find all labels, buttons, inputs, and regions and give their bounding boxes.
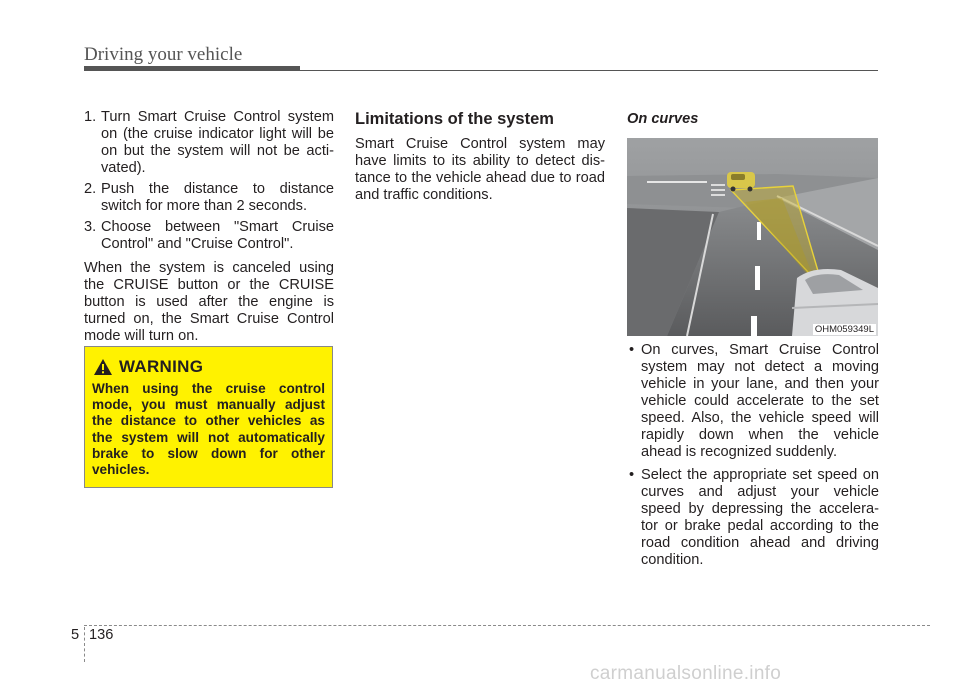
bullet-dot: •	[629, 467, 635, 483]
left-column	[84, 109, 334, 345]
step-text: Push the distance to distance switch for more than 2 seconds.	[101, 181, 334, 214]
bullet-text: On curves, Smart Cruise Control system may not detect a moving vehicle in your lane, and then your vehicle could accelerate to the set speed. Also, the vehicle speed will rapidly down when the vehicle ahead is recognized suddenly.	[641, 342, 879, 460]
footer-divider	[84, 627, 85, 662]
section-heading: Limitations of the system	[355, 110, 554, 128]
warning-triangle-icon	[93, 358, 113, 376]
footer-rule	[84, 625, 930, 626]
warning-header	[93, 357, 203, 377]
subsection-heading: On curves	[627, 111, 699, 127]
list-item	[627, 467, 879, 569]
step-text: Choose between "Smart Cruise Control" and "Cruise Control".	[101, 219, 334, 252]
page-header-title: Driving your vehicle	[84, 44, 243, 65]
curve-illustration	[627, 138, 878, 336]
step-number: 3.	[84, 219, 97, 235]
curve-road-illustration	[627, 138, 878, 336]
curves-section	[627, 111, 879, 128]
section-number: 5	[71, 627, 80, 643]
limitations-text: Smart Cruise Control system may have limits to its ability to detect dis-tance to the vehicle ahead due to road and traffic conditions.	[355, 136, 605, 203]
bullet-dot: •	[629, 342, 635, 358]
step-item	[84, 181, 334, 215]
warning-title: WARNING	[119, 357, 204, 376]
list-item	[627, 342, 879, 461]
step-item	[84, 109, 334, 177]
figure-code: OHM059349L	[814, 324, 874, 335]
limitations-section	[355, 111, 605, 204]
curves-bullets	[627, 342, 879, 575]
step-text: Turn Smart Cruise Control system on (the cruise indicator light will be on but the system will not be acti-vated).	[101, 109, 334, 176]
bullet-text: Select the appropriate set speed on curves and adjust your vehicle speed by depressing the accelera-tor or brake pedal according to the road condition ahead and driving condition.	[641, 467, 879, 568]
warning-text: When using the cruise control mode, you must manually adjust the distance to other vehicles as the system will not automatically brake to slow down for other vehicles.	[92, 381, 325, 478]
step-number: 1.	[84, 109, 97, 125]
page-number: 136	[89, 627, 114, 643]
warning-box	[84, 346, 333, 488]
step-number: 2.	[84, 181, 97, 197]
mode-paragraph: When the system is canceled using the CRUISE button or the CRUISE button is used after the engine is turned on, the Smart Cruise Control mode will turn on.	[84, 260, 334, 344]
header-rule-thin	[300, 70, 878, 71]
watermark: carmanualsonline.info	[590, 663, 782, 684]
step-item	[84, 219, 334, 253]
header-rule-thick	[84, 66, 300, 71]
